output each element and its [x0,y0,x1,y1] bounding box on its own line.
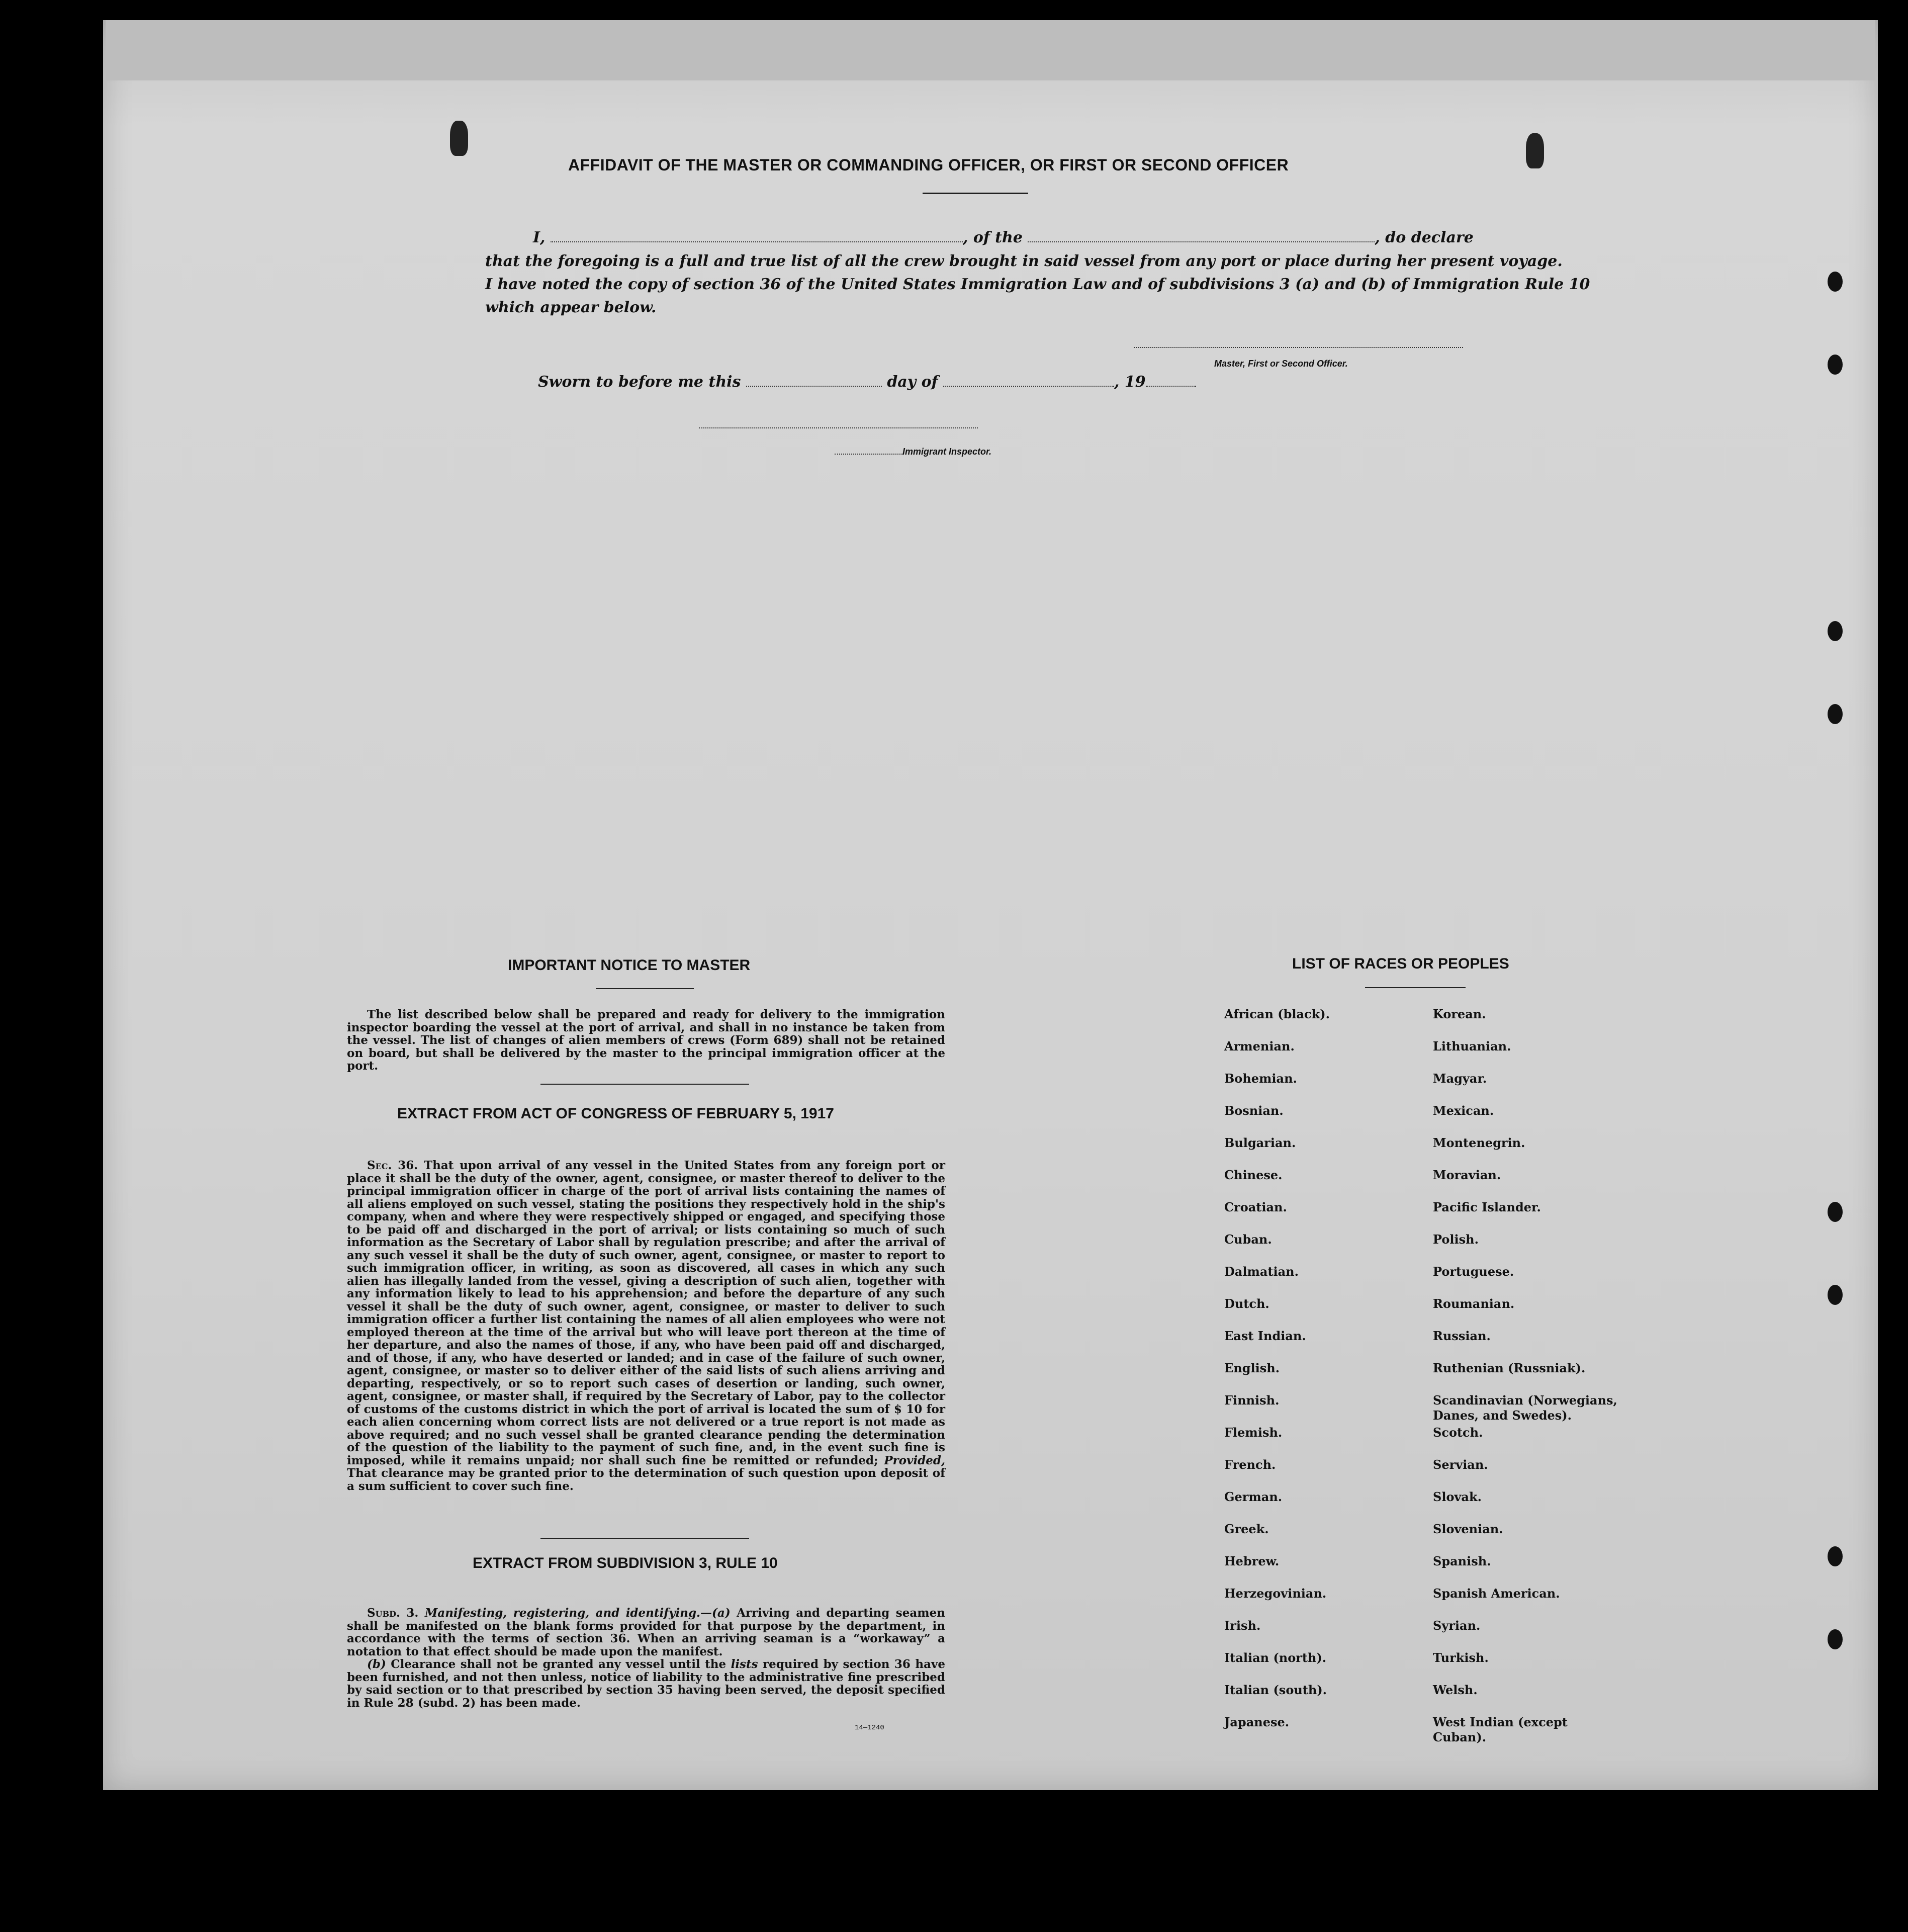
punch-hole [1828,355,1843,375]
race-item: Slovak. [1433,1489,1482,1504]
race-item: East Indian. [1224,1329,1306,1343]
punch-hole [1828,1546,1843,1566]
race-item: Bosnian. [1224,1103,1284,1118]
race-item: Dalmatian. [1224,1264,1299,1279]
subd-a-paragraph [347,1607,945,1658]
notice-divider [540,1084,749,1085]
sworn-day-blank[interactable] [746,386,882,387]
race-item: Portuguese. [1433,1264,1514,1279]
vessel-blank[interactable] [1028,241,1375,242]
sworn-label: Sworn to before me this [538,373,741,391]
races-column-2 [1433,1007,1624,1747]
do-declare-label: , do declare [1375,229,1474,246]
punch-hole [1828,704,1843,724]
year-label: , 19 [1114,373,1146,391]
name-blank[interactable] [551,241,963,242]
races-title: LIST OF RACES OR PEOPLES [1292,955,1509,972]
subd-label: Subd. 3. [367,1606,419,1620]
race-item: Japanese. [1224,1715,1290,1729]
race-item: African (black). [1224,1007,1330,1021]
race-item: Hebrew. [1224,1554,1280,1568]
binder-clip-left [450,121,468,156]
race-item: Italian (north). [1224,1650,1327,1665]
race-item: Moravian. [1433,1168,1501,1182]
races-underline [1365,987,1466,988]
subd-a-text: Arriving and departing seamen shall be manifested on the blank forms provided for that purpose by the department, in accordance with the terms of section 36. When an arriving seaman is a “workaway” a notation to that effect should be made upon the manifest. [347,1606,945,1658]
extract-rule-title: EXTRACT FROM SUBDIVISION 3, RULE 10 [473,1555,778,1571]
races-column-1 [1224,1007,1330,1747]
race-item: Scotch. [1433,1425,1483,1440]
race-item: Spanish American. [1433,1586,1560,1601]
sec-36-text: That upon arrival of any vessel in the United States from any foreign port or place it shall be the duty of the owner, agent, consignee, or master thereof to deliver to the principal immigration officer in charge of the port of arrival lists containing the names of all aliens employed on such vessel, stating the positions they respectively hold in the ship's company, when and where they were respectively shipped or engaged, and specifying those to be paid off and discharged in the port of arrival; or lists containing so much of such information as the Secretary of Labor shall by regulation prescribe; and after the arrival of any such vessel it shall be the duty of such owner, agent, consignee, or master to report to such immigration officer, in writing, as soon as discovered, all cases in which any such alien has illegally landed from the vessel, giving a description of such alien, together with any information likely to lead to his apprehension; and before the departure of any such vessel it shall be the duty of such owner, agent, consignee, or master to deliver to such immigration officer a further list containing the names of all alien employees who were not employed thereon at the time of the arrival but who will leave port thereon at the time of her departure, and also the names of those, if any, who have been paid off and discharged, and of those, if any, who have deserted or landed; and in case of the failure of such owner, agent, consignee, or master so to deliver either of the said lists of such aliens arriving and departing, respectively, or so to report such cases of desertion or landing, such owner, agent, consignee, or master shall, if required by the Secretary of Labor, pay to the collector of customs of the customs district in which the port of arrival is located the sum of $ 10 for each alien concerning whom correct lists are not delivered or a true report is not made as above required; and no such vessel shall be granted clearance pending the determination of the question of the liability to the payment of such fine, and, in the event such fine is imposed, while it remains unpaid; nor shall such fine be remitted or refunded; [347,1159,946,1467]
extract-act-text [347,1159,945,1492]
title-underline [923,193,1028,194]
inspector-label-text: Immigrant Inspector. [902,447,992,457]
affidavit-line-4: which appear below. [485,299,657,316]
notice-paragraph: The list described below shall be prepared and ready for delivery to the immigration inspector boarding the vessel at the port of arrival, and shall in no instance be taken from the vessel. The list of changes of alien members of crews (Form 689) shall not be retained on board, but shall be delivered by the master to the principal immigration officer at the port. [347,1008,945,1073]
affidavit-line-1 [533,229,1474,246]
race-item: Servian. [1433,1457,1488,1472]
race-item: Finnish. [1224,1393,1280,1408]
proviso-label: Provided, [884,1453,945,1467]
subd-heading: Manifesting, registering, and identifying.—(a) [424,1606,731,1620]
inspector-label [835,447,991,457]
race-item: Herzegovinian. [1224,1586,1327,1601]
race-item: Italian (south). [1224,1683,1327,1697]
race-item: Bulgarian. [1224,1135,1296,1150]
race-item: Armenian. [1224,1039,1295,1053]
of-the-label: , of the [962,229,1023,246]
race-item: Cuban. [1224,1232,1272,1247]
race-item: Syrian. [1433,1618,1481,1633]
race-item: Chinese. [1224,1168,1283,1182]
race-item: Magyar. [1433,1071,1487,1086]
sec-label: Sec. 36. [367,1159,418,1172]
affidavit-title: AFFIDAVIT OF THE MASTER OR COMMANDING OFFICER, OR FIRST OR SECOND OFFICER [568,156,1289,174]
extract-act-paragraph [347,1159,945,1492]
race-item: Slovenian. [1433,1522,1503,1536]
race-item: Welsh. [1433,1683,1478,1697]
notice-underline [596,988,694,989]
punch-hole [1828,621,1843,641]
notice-text [347,1008,945,1073]
notice-title: IMPORTANT NOTICE TO MASTER [508,957,751,974]
race-item: German. [1224,1489,1283,1504]
race-item: Russian. [1433,1329,1491,1343]
race-item: Irish. [1224,1618,1261,1633]
subd-b-text-2: required by section 36 have been furnished, and not then unless, notice of liability to the administrative fine prescribed by said section or to that prescribed by section 35 having been served, the deposit specified in Rule 28 (subd. 2) has been made. [347,1657,945,1710]
sworn-line [538,373,1196,391]
act-divider [540,1538,749,1539]
subd-b-paragraph [347,1658,945,1709]
subd-b-text-1: Clearance shall not be granted any vessel until the [391,1657,726,1671]
affidavit-i-label: I, [533,229,546,246]
race-item: Bohemian. [1224,1071,1297,1086]
affidavit-line-3: I have noted the copy of section 36 of the United States Immigration Law and of subdivisions 3 (a) and (b) of Immigration Rule 10 [485,276,1590,293]
race-item: Lithuanian. [1433,1039,1511,1053]
race-item: Turkish. [1433,1650,1489,1665]
form-number: 14—1240 [855,1724,884,1732]
signer-label: Master, First or Second Officer. [1214,359,1348,369]
race-item: Mexican. [1433,1103,1494,1118]
binder-clip-right [1526,133,1544,168]
sworn-year-blank[interactable] [1146,386,1196,387]
page-top-edge [106,20,1875,80]
signature-blank[interactable] [1134,347,1463,348]
subd-b-label: (b) [367,1657,386,1671]
race-item: Roumanian. [1433,1296,1515,1311]
proviso-text: That clearance may be granted prior to the determination of such question upon deposit of a sum sufficient to cover such fine. [347,1466,945,1493]
race-item: Dutch. [1224,1296,1269,1311]
extract-rule-text [347,1607,945,1709]
affidavit-line-2: that the foregoing is a full and true list of all the crew brought in said vessel from any port or place during her present voyage. [485,252,1563,270]
inspector-dotted [835,454,902,455]
race-item: Croatian. [1224,1200,1287,1214]
extract-act-title: EXTRACT FROM ACT OF CONGRESS OF FEBRUARY 5, 1917 [397,1105,834,1122]
day-of-label: day of [887,373,938,391]
race-item: West Indian (except Cuban). [1433,1715,1568,1744]
sworn-month-blank[interactable] [943,386,1114,387]
inspector-signature-blank[interactable] [699,427,978,428]
punch-hole [1828,1202,1843,1222]
race-item: Montenegrin. [1433,1135,1525,1150]
race-item: Pacific Islander. [1433,1200,1541,1214]
race-item: Greek. [1224,1522,1269,1536]
race-item: Flemish. [1224,1425,1283,1440]
punch-hole [1828,1285,1843,1305]
race-item: Ruthenian (Russniak). [1433,1361,1586,1375]
race-item: Polish. [1433,1232,1479,1247]
punch-hole [1828,272,1843,292]
race-item: Korean. [1433,1007,1486,1021]
subd-b-lists: lists [731,1657,758,1671]
punch-hole [1828,1629,1843,1649]
race-item: Spanish. [1433,1554,1491,1568]
race-item: English. [1224,1361,1280,1375]
race-item: Scandinavian (Norwegians, Danes, and Swedes). [1433,1393,1617,1423]
race-item: French. [1224,1457,1276,1472]
